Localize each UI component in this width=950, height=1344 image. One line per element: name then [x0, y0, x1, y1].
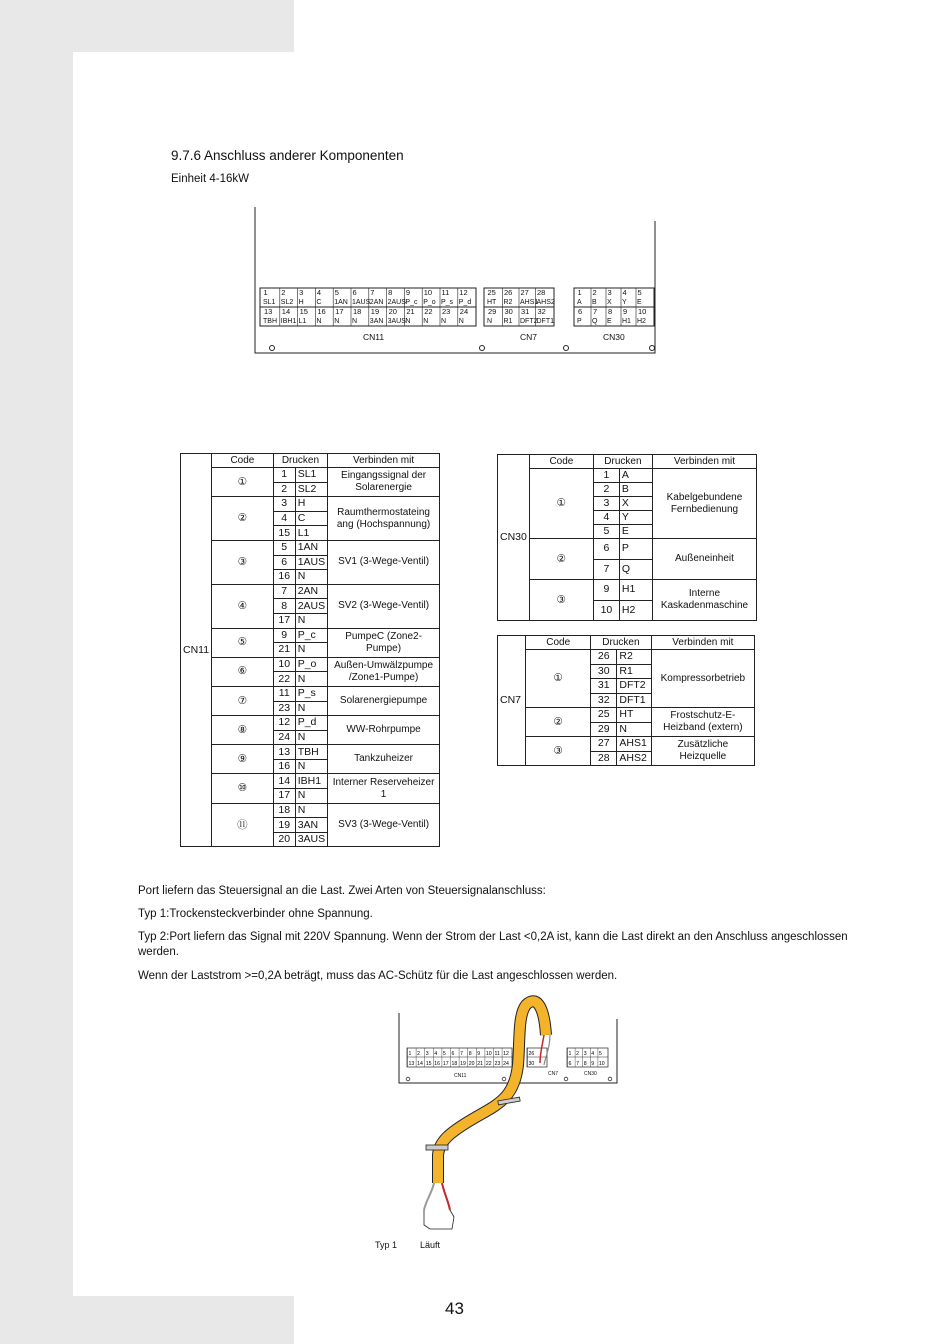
terminal-label: P_c [295, 628, 327, 643]
terminal-number: 16 [273, 759, 295, 774]
terminal-label: R1 [617, 664, 651, 679]
cn7-table [497, 635, 755, 766]
board-bottom-label: N [405, 318, 411, 325]
board-top-label: 1AN [334, 299, 348, 306]
terminal-label: N [295, 613, 327, 628]
table-row [181, 657, 440, 672]
connection-description: Außen-Umwälzpumpe /Zone1-Pumpe) [328, 657, 440, 686]
board-top-label: H [298, 299, 304, 306]
connection-description: Tankzuheizer [328, 745, 440, 774]
board-bottom-label: Q [592, 318, 598, 325]
terminal-number: 9 [593, 580, 619, 601]
board-top-label: P_o [423, 299, 436, 306]
terminal-label: IBH1 [295, 774, 327, 789]
wiring-top-number: 1 [408, 1051, 412, 1057]
wiring-bottom-number: 20 [468, 1061, 475, 1067]
terminal-number: 2 [593, 483, 619, 497]
board-top-label: AHS2 [536, 299, 555, 306]
wiring-top-number: 1 [568, 1051, 572, 1057]
terminal-label: AHS2 [617, 751, 651, 766]
terminal-label: 2AUS [295, 599, 327, 614]
terminal-number: 27 [591, 737, 617, 752]
board-bottom-label: R1 [503, 318, 513, 325]
board-bottom-number: 30 [504, 307, 513, 316]
terminal-number: 17 [273, 613, 295, 628]
table-row [181, 803, 440, 818]
connector-group-label: CN7 [498, 636, 526, 766]
board-bottom-number: 21 [406, 307, 415, 316]
board-top-label: P_d [458, 299, 472, 306]
board-bottom-label: DFT1 [536, 318, 554, 325]
wiring-bottom-number: 7 [576, 1061, 579, 1067]
terminal-number: 10 [273, 657, 295, 672]
wiring-bottom-number: 15 [425, 1061, 432, 1067]
terminal-number: 17 [273, 789, 295, 804]
terminal-label: X [619, 497, 652, 511]
table-row [498, 708, 755, 723]
terminal-number: 6 [273, 555, 295, 570]
code-symbol: ③ [526, 737, 591, 766]
board-top-label: B [592, 299, 597, 306]
board-top-number: 27 [520, 288, 529, 297]
terminal-number: 12 [273, 716, 295, 731]
board-top-number: 1 [263, 288, 268, 297]
board-top-label: E [637, 299, 642, 306]
terminal-label: Y [619, 511, 652, 525]
caption-type: Typ 1 [375, 1240, 398, 1250]
table-row [181, 628, 440, 643]
connection-description: PumpeC (Zone2-Pumpe) [328, 628, 440, 657]
board-bottom-label: H1 [622, 318, 631, 325]
wiring-connector-label: CN7 [548, 1071, 559, 1077]
board-top-label: SL2 [280, 299, 294, 306]
wiring-top-number: 5 [598, 1051, 602, 1057]
board-bottom-number: 23 [442, 307, 451, 316]
board-bottom-label: L1 [298, 318, 307, 325]
connector-label: CN7 [520, 332, 538, 342]
connection-description: WW-Rohrpumpe [328, 716, 440, 745]
wiring-connector-label: CN30 [584, 1071, 597, 1077]
terminal-label: 2AN [295, 584, 327, 599]
cable [424, 1001, 550, 1229]
header-drucken: Drucken [273, 454, 327, 468]
board-top-label: SL1 [263, 299, 276, 306]
terminal-number: 11 [273, 686, 295, 701]
board-bottom-number: 15 [299, 307, 308, 316]
terminal-label: 3AN [295, 818, 327, 833]
terminal-label: DFT2 [617, 679, 651, 694]
board-bottom-number: 14 [281, 307, 291, 316]
wiring-top-number: 4 [591, 1051, 595, 1057]
board-top-number: 3 [299, 288, 304, 297]
terminal-label: N [295, 643, 327, 658]
board-top-label: HT [487, 299, 497, 306]
page-number: 43 [445, 1299, 464, 1318]
terminal-label: L1 [295, 526, 327, 541]
paragraph-1: Port liefern das Steuersignal an die Last. Zwei Arten von Steuersignalanschluss: [138, 885, 546, 897]
board-bottom-label: TBH [263, 318, 277, 325]
board-top-label: 1AUS [352, 299, 371, 306]
terminal-number: 18 [273, 803, 295, 818]
code-symbol: ② [212, 497, 274, 541]
terminal-number: 16 [273, 570, 295, 585]
terminal-label: N [295, 730, 327, 745]
board-top-label: X [607, 299, 612, 306]
wiring-top-number: 4 [434, 1051, 438, 1057]
wiring-diagram [396, 995, 621, 1255]
terminal-number: 26 [591, 650, 617, 665]
connection-description: Interne Kaskadenmaschine [652, 580, 756, 621]
board-bottom-number: 9 [623, 307, 628, 316]
header-drucken: Drucken [593, 455, 652, 469]
board-top-number: 9 [405, 288, 411, 297]
board-top-number: 10 [423, 288, 433, 297]
terminal-label: B [619, 483, 652, 497]
table-row [181, 716, 440, 731]
board-bottom-number: 19 [370, 307, 380, 316]
terminal-label: AHS1 [617, 737, 651, 752]
terminal-label: R2 [617, 650, 651, 665]
code-symbol: ① [212, 468, 274, 497]
board-bottom-number: 6 [578, 307, 583, 316]
connection-description: Solarenergiepumpe [328, 686, 440, 715]
terminal-label: N [295, 570, 327, 585]
section-heading: 9.7.6 Anschluss anderer Komponenten [171, 148, 404, 163]
header-verbinden: Verbinden mit [328, 454, 440, 468]
board-top-label: P_c [405, 299, 418, 306]
terminal-label: Q [619, 559, 652, 580]
board-top-number: 26 [504, 288, 513, 297]
wiring-bottom-number: 23 [494, 1061, 501, 1067]
wiring-top-number: 6 [451, 1051, 455, 1057]
board-bottom-number: 16 [317, 307, 326, 316]
table-row [498, 580, 757, 601]
board-bottom-number: 8 [608, 307, 613, 316]
wiring-top-number: 11 [494, 1051, 500, 1057]
terminal-label: N [295, 672, 327, 687]
connection-description: Eingangssignal der Solarenergie [328, 468, 440, 497]
wiring-top-number: 3 [425, 1051, 429, 1057]
terminal-number: 24 [273, 730, 295, 745]
terminal-number: 1 [593, 469, 619, 483]
terminal-number: 6 [593, 539, 619, 560]
terminal-label: TBH [295, 745, 327, 760]
header-verbinden: Verbinden mit [651, 636, 754, 650]
code-symbol: ② [529, 539, 593, 580]
board-top-number: 6 [352, 288, 357, 297]
connection-description: Außeneinheit [652, 539, 756, 580]
wiring-bottom-number: 21 [477, 1061, 484, 1067]
board-bottom-number: 24 [459, 307, 469, 316]
connector-group-label: CN30 [498, 455, 530, 621]
board-bottom-label: N [423, 318, 429, 325]
table-row [498, 469, 757, 483]
board-bottom-number: 20 [388, 307, 397, 316]
connection-description: SV2 (3-Wege-Ventil) [328, 584, 440, 628]
paragraph-3: Typ 2:Port liefern das Signal mit 220V Spannung. Wenn der Strom der Last <0,2A ist, kann die Last direkt an den Anschluss angeschlossen werden. [138, 931, 848, 958]
terminal-label: C [295, 511, 327, 526]
terminal-number: 21 [273, 643, 295, 658]
terminal-label: HT [617, 708, 651, 723]
wiring-bottom-number: 16 [434, 1061, 441, 1067]
wiring-top-number: 8 [468, 1051, 472, 1057]
code-symbol: ⑪ [212, 803, 274, 847]
code-symbol: ③ [212, 540, 274, 584]
board-top-label: P_s [441, 299, 454, 306]
board-top-number: 3 [607, 288, 612, 297]
terminal-label: N [295, 789, 327, 804]
paragraph-4: Wenn der Laststrom >=0,2A beträgt, muss das AC-Schütz für die Last angeschlossen werden. [138, 970, 618, 982]
terminal-number: 3 [593, 497, 619, 511]
connection-description: SV1 (3-Wege-Ventil) [328, 540, 440, 584]
wiring-top-number: 7 [460, 1051, 463, 1057]
wiring-bottom-number: 6 [568, 1061, 572, 1067]
wiring-bottom-number: 24 [503, 1061, 509, 1067]
table-row [181, 540, 440, 555]
table-row [181, 745, 440, 760]
terminal-number: 30 [591, 664, 617, 679]
terminal-number: 22 [273, 672, 295, 687]
board-bottom-label: N [334, 318, 340, 325]
board-top-number: 5 [334, 288, 339, 297]
terminal-label: DFT1 [617, 693, 651, 708]
board-bottom-number: 29 [488, 307, 497, 316]
wiring-top-number: 5 [442, 1051, 446, 1057]
board-top-number: 2 [281, 288, 286, 297]
code-symbol: ③ [529, 580, 593, 621]
terminal-number: 29 [591, 722, 617, 737]
terminal-label: P_s [295, 686, 327, 701]
terminal-label: N [295, 803, 327, 818]
wiring-top-number: 3 [583, 1051, 587, 1057]
header-verbinden: Verbinden mit [652, 455, 756, 469]
terminal-label: SL1 [295, 468, 327, 483]
board-bottom-label: DFT2 [520, 318, 538, 325]
terminal-number: 23 [273, 701, 295, 716]
table-row [181, 774, 440, 789]
board-bottom-label: 3AN [369, 318, 384, 325]
board-bottom-number: 18 [353, 307, 362, 316]
board-bottom-label: P [577, 318, 582, 325]
code-symbol: ⑧ [212, 716, 274, 745]
terminal-label: 1AN [295, 540, 327, 555]
code-symbol: ① [526, 650, 591, 708]
wiring-top-number: 12 [503, 1051, 509, 1057]
terminal-label: H1 [619, 580, 652, 601]
header-code: Code [526, 636, 591, 650]
board-bottom-number: 32 [537, 307, 546, 316]
terminal-number: 14 [273, 774, 295, 789]
connector-label: CN30 [603, 332, 625, 342]
board-bottom-label: N [487, 318, 493, 325]
connector-group-label: CN11 [181, 454, 212, 847]
board-top-number: 2 [592, 288, 597, 297]
board-top-label: 2AUS [387, 299, 406, 306]
table-row [181, 497, 440, 512]
terminal-label: 3AUS [295, 832, 327, 847]
wiring-bottom-number: 13 [408, 1061, 415, 1067]
terminal-label: N [295, 701, 327, 716]
terminal-label: 1AUS [295, 555, 327, 570]
caption-run: Läuft [420, 1240, 441, 1250]
board-bottom-label: N [441, 318, 447, 325]
terminal-label: H [295, 497, 327, 512]
unit-subheading: Einheit 4-16kW [171, 173, 249, 185]
terminal-number: 28 [591, 751, 617, 766]
board-bottom-number: 31 [521, 307, 530, 316]
board-top-number: 1 [577, 288, 582, 297]
terminal-number: 15 [273, 526, 295, 541]
terminal-number: 31 [591, 679, 617, 694]
terminal-label: P_d [295, 716, 327, 731]
table-row [498, 737, 755, 752]
terminal-number: 7 [273, 584, 295, 599]
terminal-number: 2 [273, 482, 295, 497]
terminal-label: A [619, 469, 652, 483]
connector-label: CN11 [363, 332, 385, 342]
table-row [498, 539, 757, 560]
terminal-number: 25 [591, 708, 617, 723]
terminal-label: P [619, 539, 652, 560]
header-code: Code [212, 454, 274, 468]
terminal-number: 4 [593, 511, 619, 525]
connection-description: Zusätzliche Heizquelle [651, 737, 754, 766]
board-top-number: 5 [637, 288, 642, 297]
code-symbol: ⑥ [212, 657, 274, 686]
terminal-label: P_o [295, 657, 327, 672]
wiring-top-number: 10 [485, 1051, 492, 1057]
board-top-label: R2 [503, 299, 513, 306]
connection-description: Frostschutz-E-Heizband (extern) [651, 708, 754, 737]
terminal-number: 4 [273, 511, 295, 526]
paragraph-2: Typ 1:Trockensteckverbinder ohne Spannung. [138, 908, 373, 920]
board-bottom-number: 13 [264, 307, 273, 316]
table-row [181, 584, 440, 599]
code-symbol: ⑤ [212, 628, 274, 657]
board-bottom-number: 22 [424, 307, 433, 316]
board-top-number: 25 [487, 288, 496, 297]
table-row [181, 468, 440, 483]
terminal-number: 3 [273, 497, 295, 512]
board-bottom-label: IBH1 [280, 318, 297, 325]
terminal-label: H2 [619, 600, 652, 621]
board-top-number: 28 [537, 288, 546, 297]
wiring-connector-label: CN11 [454, 1073, 467, 1079]
board-bottom-number: 7 [593, 307, 598, 316]
connection-description: Raumthermostateing ang (Hochspannung) [328, 497, 440, 541]
board-bottom-number: 10 [638, 307, 647, 316]
terminal-label: SL2 [295, 482, 327, 497]
terminal-number: 32 [591, 693, 617, 708]
board-top-label: Y [622, 299, 627, 306]
terminal-label: N [617, 722, 651, 737]
code-symbol: ① [529, 469, 593, 539]
code-symbol: ④ [212, 584, 274, 628]
board-top-number: 4 [622, 288, 627, 297]
board-top-number: 12 [459, 288, 468, 297]
terminal-board-diagram [250, 205, 660, 357]
code-symbol: ② [526, 708, 591, 737]
board-bottom-number: 17 [335, 307, 344, 316]
terminal-number: 5 [273, 540, 295, 555]
header-drucken: Drucken [591, 636, 652, 650]
table-row [181, 686, 440, 701]
board-bottom-label: H2 [637, 318, 646, 325]
wiring-top-number: 9 [477, 1051, 481, 1057]
board-top-label: 2AN [369, 299, 384, 306]
board-top-number: 7 [370, 288, 375, 297]
terminal-number: 7 [593, 559, 619, 580]
terminal-label: E [619, 525, 652, 539]
wiring-bottom-number: 14 [417, 1061, 423, 1067]
terminal-label: N [295, 759, 327, 774]
terminal-number: 5 [593, 525, 619, 539]
board-top-number: 11 [441, 288, 450, 297]
terminal-number: 13 [273, 745, 295, 760]
board-bottom-label: N [352, 318, 358, 325]
wiring-bottom-number: 17 [442, 1061, 449, 1067]
code-symbol: ⑩ [212, 774, 274, 803]
board-bottom-label: N [458, 318, 464, 325]
terminal-number: 8 [273, 599, 295, 614]
board-bottom-label: 3AUS [387, 318, 406, 325]
terminal-number: 20 [273, 832, 295, 847]
wiring-bottom-number: 10 [598, 1061, 605, 1067]
terminal-number: 1 [273, 468, 295, 483]
board-bottom-label: E [607, 318, 612, 325]
connection-description: SV3 (3-Wege-Ventil) [328, 803, 440, 847]
wiring-top-number: 2 [576, 1051, 579, 1057]
wiring-bottom-number: 30 [528, 1061, 535, 1067]
board-top-label: A [577, 299, 582, 306]
board-bottom-label: N [316, 318, 322, 325]
connection-description: Kompressorbetrieb [651, 650, 754, 708]
wiring-bottom-number: 22 [485, 1061, 492, 1067]
cn11-table [180, 453, 440, 847]
terminal-number: 19 [273, 818, 295, 833]
wiring-bottom-number: 9 [591, 1061, 595, 1067]
wiring-top-number: 2 [417, 1051, 420, 1057]
header-code: Code [529, 455, 593, 469]
board-top-label: AHS1 [520, 299, 539, 306]
board-top-number: 8 [388, 288, 393, 297]
code-symbol: ⑨ [212, 745, 274, 774]
table-row [498, 650, 755, 665]
terminal-number: 10 [593, 600, 619, 621]
wiring-top-number: 26 [528, 1051, 535, 1057]
board-top-label: C [316, 299, 322, 306]
cn30-table [497, 454, 757, 621]
wiring-bottom-number: 8 [583, 1061, 587, 1067]
wiring-bottom-number: 19 [460, 1061, 466, 1067]
terminal-number: 9 [273, 628, 295, 643]
board-top-number: 4 [316, 288, 322, 297]
connection-description: Interner Reserveheizer 1 [328, 774, 440, 803]
connection-description: Kabelgebundene Fernbedienung [652, 469, 756, 539]
code-symbol: ⑦ [212, 686, 274, 715]
wiring-bottom-number: 18 [451, 1061, 458, 1067]
